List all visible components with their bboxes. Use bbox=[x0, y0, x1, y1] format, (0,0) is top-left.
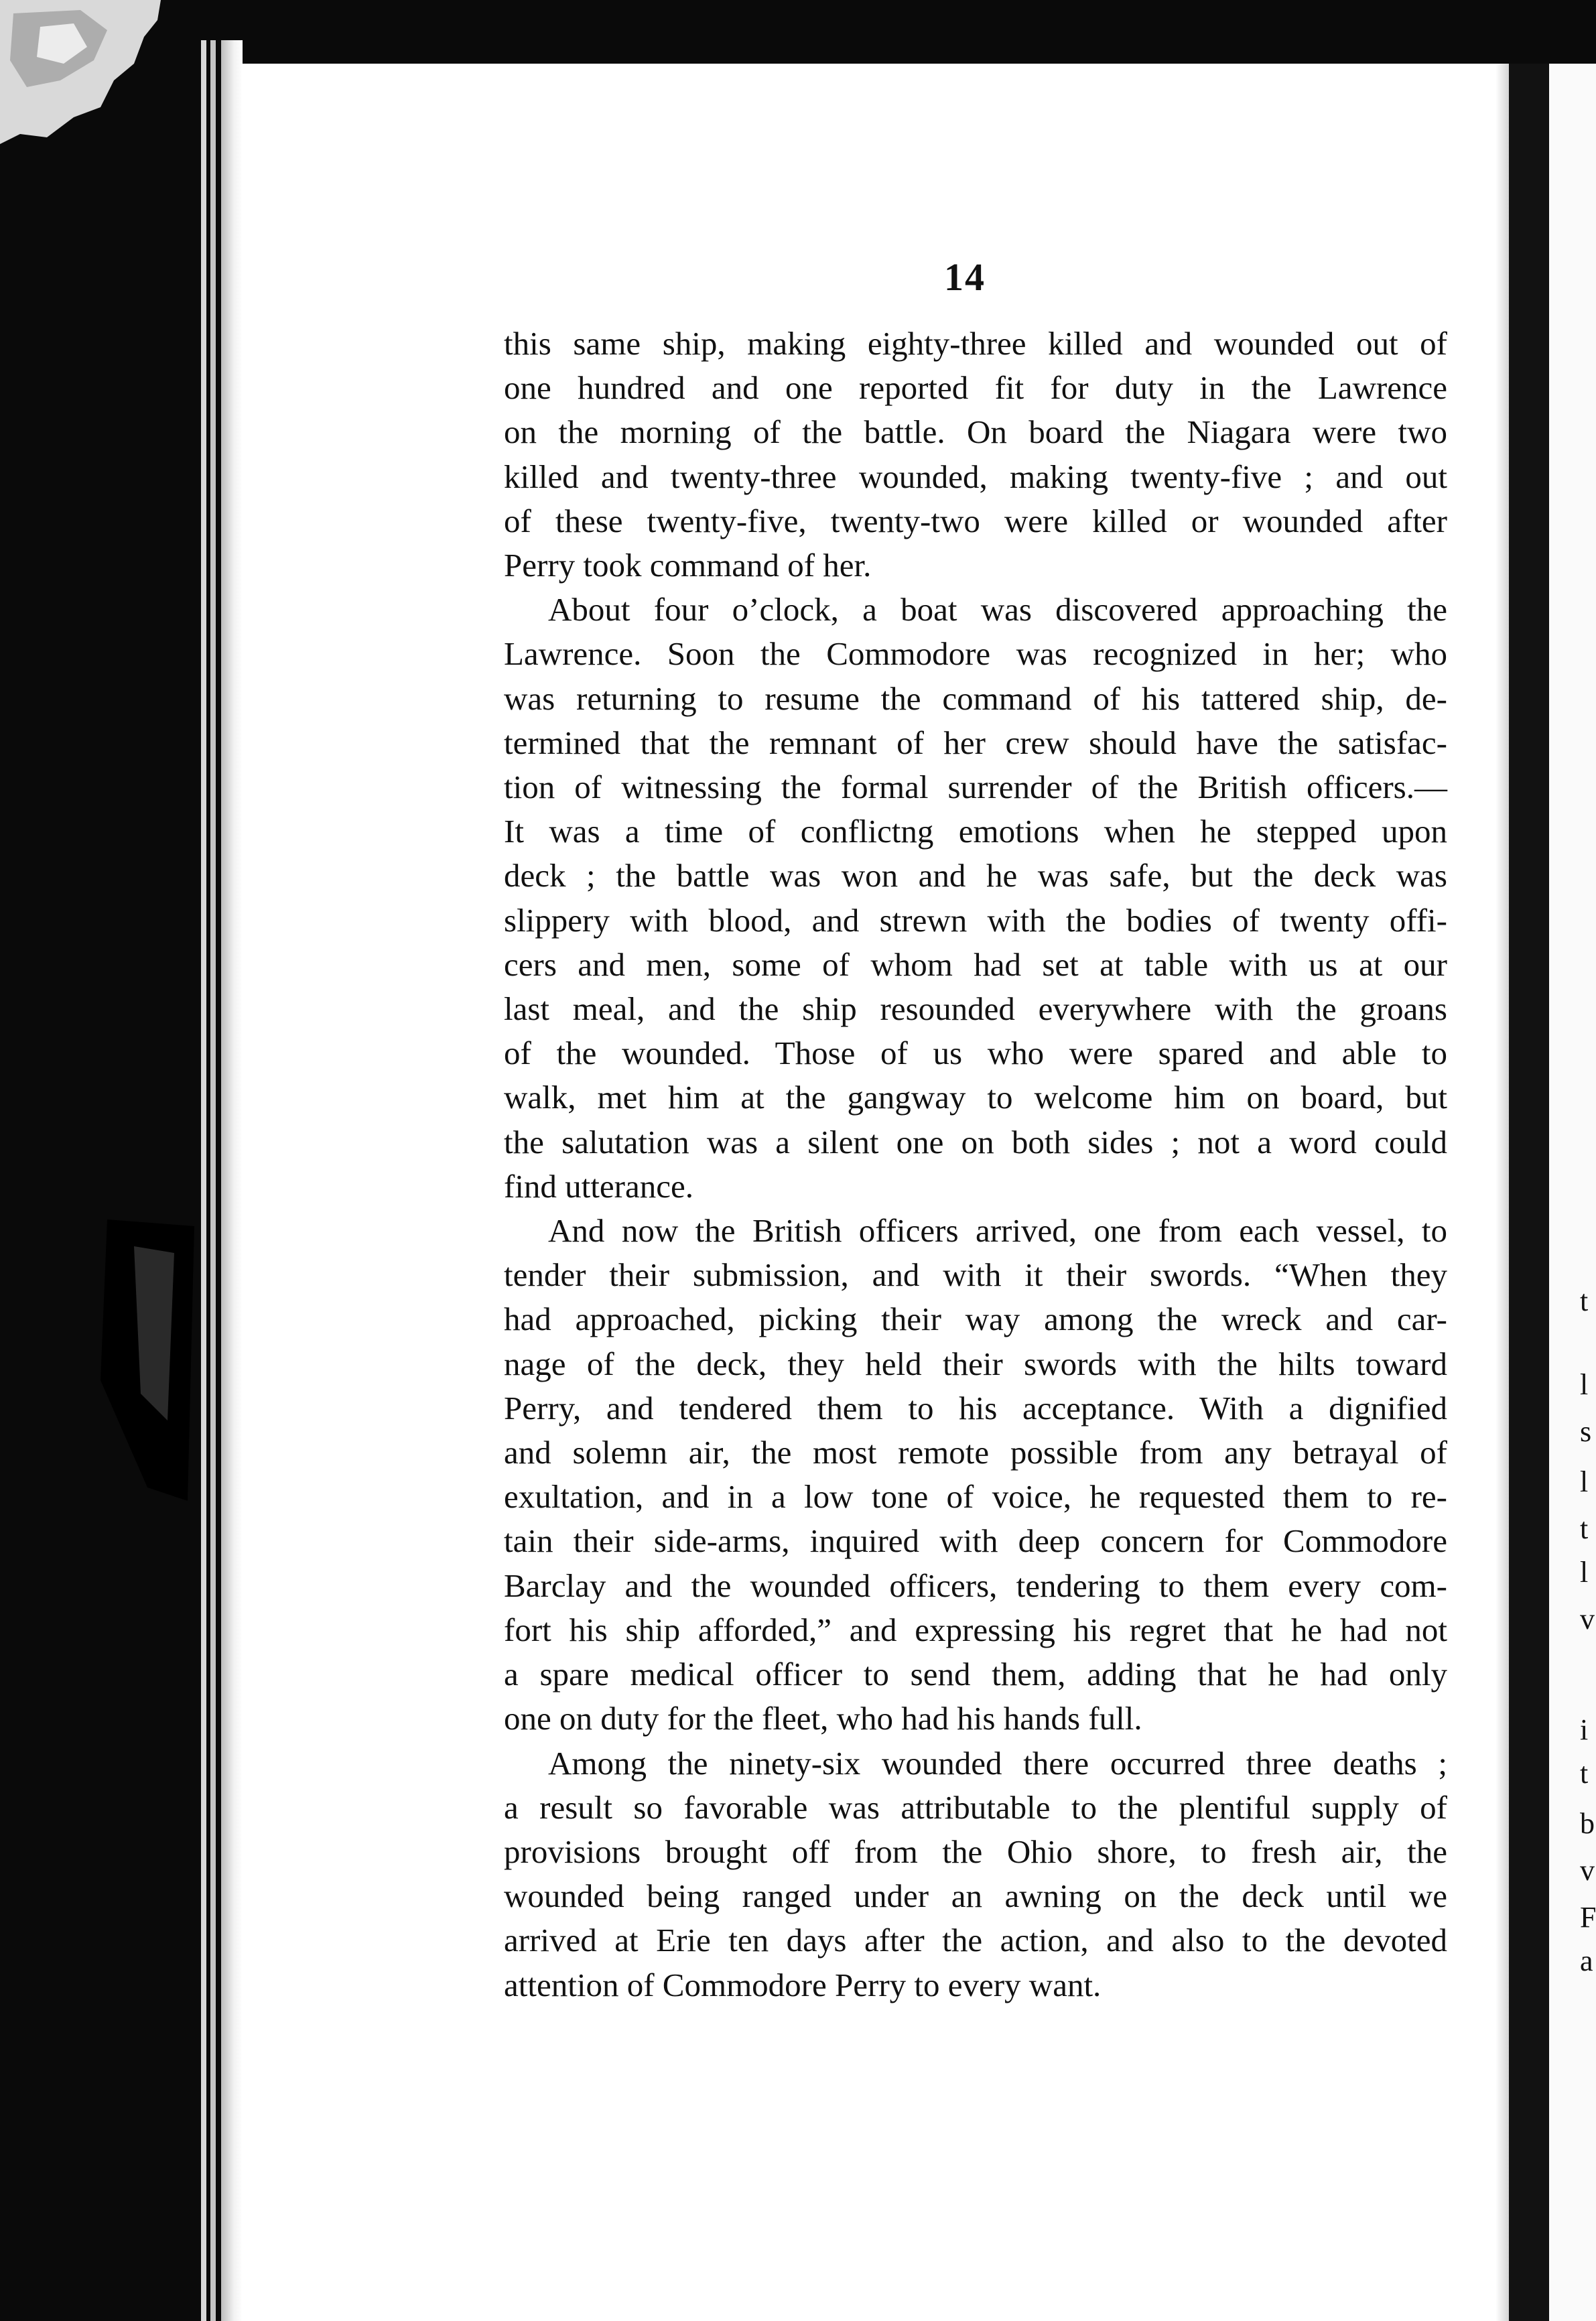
text-line: cers and men, some of whom had set at table with us at our bbox=[504, 945, 1447, 983]
adjacent-page-letter: l bbox=[1580, 1368, 1589, 1401]
paragraph bbox=[504, 588, 1447, 1209]
page-number: 14 bbox=[944, 255, 986, 299]
paragraph bbox=[504, 322, 1447, 588]
text-line: It was a time of conflictng emotions when he stepped upon bbox=[504, 813, 1447, 850]
text-line: termined that the remnant of her crew should have the satisfac- bbox=[504, 724, 1447, 761]
text-line: tain their side-arms, inquired with deep concern for Commodore bbox=[504, 1522, 1447, 1560]
text-line: arrived at Erie ten days after the action, and also to the devoted bbox=[504, 1922, 1447, 1959]
torn-paper-scrap bbox=[0, 0, 168, 144]
paragraph bbox=[504, 1741, 1447, 2007]
page-body-text bbox=[504, 322, 1447, 2007]
book-spine bbox=[1509, 64, 1549, 2321]
text-line: Lawrence. Soon the Commodore was recognized in her; who bbox=[504, 635, 1447, 673]
text-line: Perry took command of her. bbox=[504, 547, 872, 584]
text-line: deck ; the battle was won and he was safe, but the deck was bbox=[504, 857, 1447, 894]
text-line: provisions brought off from the Ohio shore, to fresh air, the bbox=[504, 1833, 1447, 1870]
text-line: killed and twenty-three wounded, making twenty-five ; and out bbox=[504, 458, 1447, 495]
text-line: nage of the deck, they held their swords with the hilts toward bbox=[504, 1345, 1447, 1382]
text-line: a spare medical officer to send them, adding that he had only bbox=[504, 1656, 1447, 1693]
text-line: tion of witnessing the formal surrender of the British officers.— bbox=[504, 769, 1447, 806]
text-line: Among the ninety-six wounded there occurred three deaths ; bbox=[548, 1744, 1447, 1782]
adjacent-page-letter: l bbox=[1580, 1465, 1589, 1498]
gutter-shadow bbox=[221, 40, 243, 2321]
text-line: About four o’clock, a boat was discovered approaching the bbox=[548, 591, 1447, 628]
text-line: walk, met him at the gangway to welcome him on board, but bbox=[504, 1079, 1447, 1116]
text-line: a result so favorable was attributable to the plentiful supply of bbox=[504, 1788, 1447, 1826]
text-line: Perry, and tendered them to his acceptance. With a dignified bbox=[504, 1389, 1447, 1427]
text-line: and solemn air, the most remote possible from any betrayal of bbox=[504, 1434, 1447, 1471]
adjacent-page-letter: b bbox=[1580, 1807, 1595, 1840]
text-line: wounded being ranged under an awning on the deck until we bbox=[504, 1877, 1447, 1915]
page-edge bbox=[201, 40, 206, 2321]
text-line: slippery with blood, and strewn with the bodies of twenty offi- bbox=[504, 901, 1447, 939]
text-line: of the wounded. Those of us who were spared and able to bbox=[504, 1035, 1447, 1072]
text-line: tender their submission, and with it their swords. “When they bbox=[504, 1256, 1447, 1294]
text-line: find utterance. bbox=[504, 1167, 693, 1205]
text-line: on the morning of the battle. On board the Niagara were two bbox=[504, 413, 1447, 451]
text-line: fort his ship afforded,” and expressing his regret that he had not bbox=[504, 1611, 1447, 1648]
text-line: was returning to resume the command of his tattered ship, de- bbox=[504, 679, 1447, 717]
text-line: this same ship, making eighty-three killed and wounded out of bbox=[504, 325, 1447, 362]
paragraph bbox=[504, 1209, 1447, 1741]
text-line: And now the British officers arrived, one from each vessel, to bbox=[548, 1212, 1447, 1250]
adjacent-page-letter: a bbox=[1580, 1944, 1593, 1977]
text-line: one hundred and one reported fit for duty in the Lawrence bbox=[504, 369, 1447, 407]
text-line: last meal, and the ship resounded everywhere with the groans bbox=[504, 990, 1447, 1028]
adjacent-page-letter: t bbox=[1580, 1284, 1589, 1317]
text-line: exultation, and in a low tone of voice, he requested them to re- bbox=[504, 1478, 1447, 1516]
page-edge bbox=[210, 40, 216, 2321]
adjacent-page-letter: v bbox=[1580, 1854, 1595, 1887]
adjacent-page-letter: t bbox=[1580, 1512, 1589, 1545]
text-line: attention of Commodore Perry to every want. bbox=[504, 1966, 1102, 2003]
scan-left-border bbox=[0, 0, 221, 2321]
text-line: had approached, picking their way among the wreck and car- bbox=[504, 1301, 1447, 1338]
text-line: the salutation was a silent one on both sides ; not a word could bbox=[504, 1123, 1447, 1160]
adjacent-page-letter: F bbox=[1580, 1901, 1596, 1934]
text-line: one on duty for the fleet, who had his hands full. bbox=[504, 1700, 1142, 1737]
adjacent-page-letter: l bbox=[1580, 1556, 1589, 1589]
adjacent-page-letter: t bbox=[1580, 1757, 1589, 1790]
text-line: of these twenty-five, twenty-two were killed or wounded after bbox=[504, 502, 1447, 539]
page-right-edge bbox=[1495, 64, 1510, 2321]
adjacent-page-letter: i bbox=[1580, 1713, 1589, 1746]
gutter-smudge bbox=[94, 1219, 194, 1501]
adjacent-page-letter: v bbox=[1580, 1603, 1595, 1636]
adjacent-page-letter: s bbox=[1580, 1415, 1592, 1448]
text-line: Barclay and the wounded officers, tendering to them every com- bbox=[504, 1567, 1447, 1604]
adjacent-page bbox=[1549, 64, 1596, 2321]
